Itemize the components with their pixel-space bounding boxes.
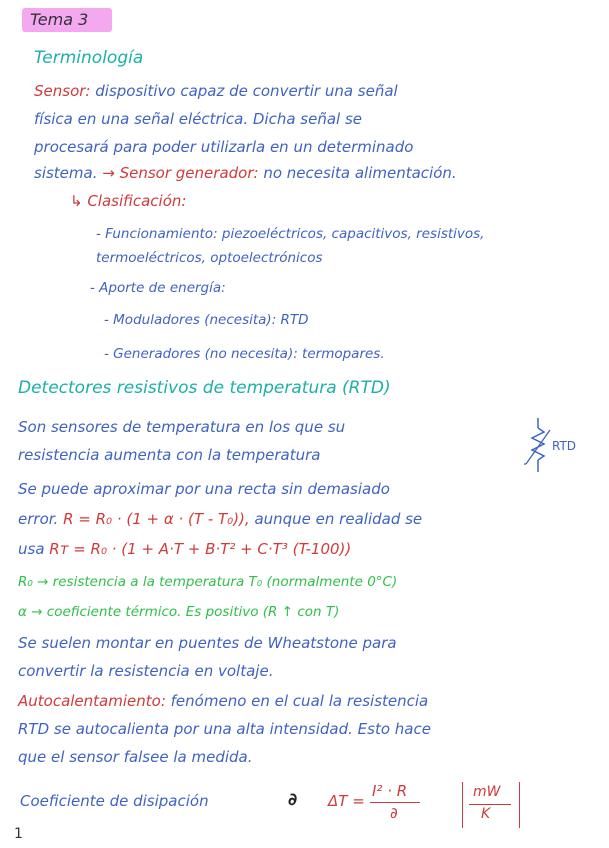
page-title: Tema 3: [30, 10, 89, 29]
auto-line-3: que el sensor falsee la medida.: [18, 748, 253, 766]
rtd-5a: usa: [18, 540, 45, 558]
sensor-def-4c: no necesita alimentación.: [263, 164, 457, 182]
fraction-numerator: I² · R: [372, 782, 408, 800]
sensor-label: Sensor:: [34, 82, 91, 100]
sensor-generador-label: → Sensor generador:: [102, 164, 259, 182]
coef-disipacion-label: Coeficiente de disipación: [20, 792, 209, 810]
heading-terminologia: Terminología: [34, 48, 144, 68]
auto-line-1: [18, 692, 428, 710]
unit-denominator: K: [481, 806, 491, 822]
unit-numerator: mW: [473, 784, 501, 800]
rtd-4a: error.: [18, 510, 59, 528]
clas-moduladores: - Moduladores (necesita): RTD: [104, 312, 309, 328]
fraction-denominator: ∂: [390, 804, 398, 822]
heading-rtd: Detectores resistivos de temperatura (RTD): [18, 378, 391, 398]
delta-t-label: ΔT =: [328, 792, 365, 810]
autocalentamiento-label: Autocalentamiento:: [18, 692, 166, 710]
wheatstone-line-1: Se suelen montar en puentes de Wheatstone para: [18, 634, 397, 652]
sensor-def-1: dispositivo capaz de convertir una señal: [95, 82, 398, 100]
sensor-def-4a: sistema.: [34, 164, 98, 182]
auto-line-2: RTD se autocalienta por una alta intensidad. Esto hace: [18, 720, 431, 738]
clas-generadores: - Generadores (no necesita): termopares.: [104, 346, 385, 362]
rtd-resistor-icon: [524, 416, 584, 476]
rtd-polynomial-formula: Rᴛ = R₀ · (1 + A·T + B·T² + C·T³ (T-100)): [49, 540, 352, 558]
rtd-line-5: [18, 540, 351, 558]
rtd-linear-formula: R = R₀ · (1 + α · (T - T₀)),: [63, 510, 250, 528]
sensor-def-2: física en una señal eléctrica. Dicha señal se: [34, 110, 363, 128]
rtd-symbol-label: RTD: [552, 439, 577, 453]
clas-func-1: - Funcionamiento: piezoeléctricos, capacitivos, resistivos,: [96, 226, 485, 242]
clas-func-2: termoeléctricos, optoelectrónicos: [96, 250, 323, 266]
sensor-def-3: procesará para poder utilizarla en un determinado: [34, 138, 414, 156]
clasificacion-label: ↳ Clasificación:: [70, 192, 187, 210]
green-line-2: α → coeficiente térmico. Es positivo (R ↑ con T): [18, 604, 340, 620]
page-number: 1: [14, 826, 23, 842]
rtd-line-3: Se puede aproximar por una recta sin demasiado: [18, 480, 390, 498]
rtd-4c: aunque en realidad se: [254, 510, 423, 528]
dissipation-fraction: [350, 782, 450, 826]
fraction-bar: [370, 802, 420, 803]
green-line-1: R₀ → resistencia a la temperatura T₀ (normalmente 0°C): [18, 574, 398, 590]
wheatstone-line-2: convertir la resistencia en voltaje.: [18, 662, 274, 680]
auto-1: fenómeno en el cual la resistencia: [170, 692, 429, 710]
clas-aporte: - Aporte de energía:: [90, 280, 226, 296]
rtd-line-4: [18, 510, 422, 528]
rtd-line-1: Son sensores de temperatura en los que su: [18, 418, 346, 436]
dissipation-symbol: ∂: [288, 790, 298, 810]
unit-bar: [469, 804, 511, 805]
sensor-line-4: [34, 164, 457, 182]
units-bracket: [462, 782, 520, 828]
rtd-line-2: resistencia aumenta con la temperatura: [18, 446, 321, 464]
sensor-line-1: [34, 82, 398, 100]
